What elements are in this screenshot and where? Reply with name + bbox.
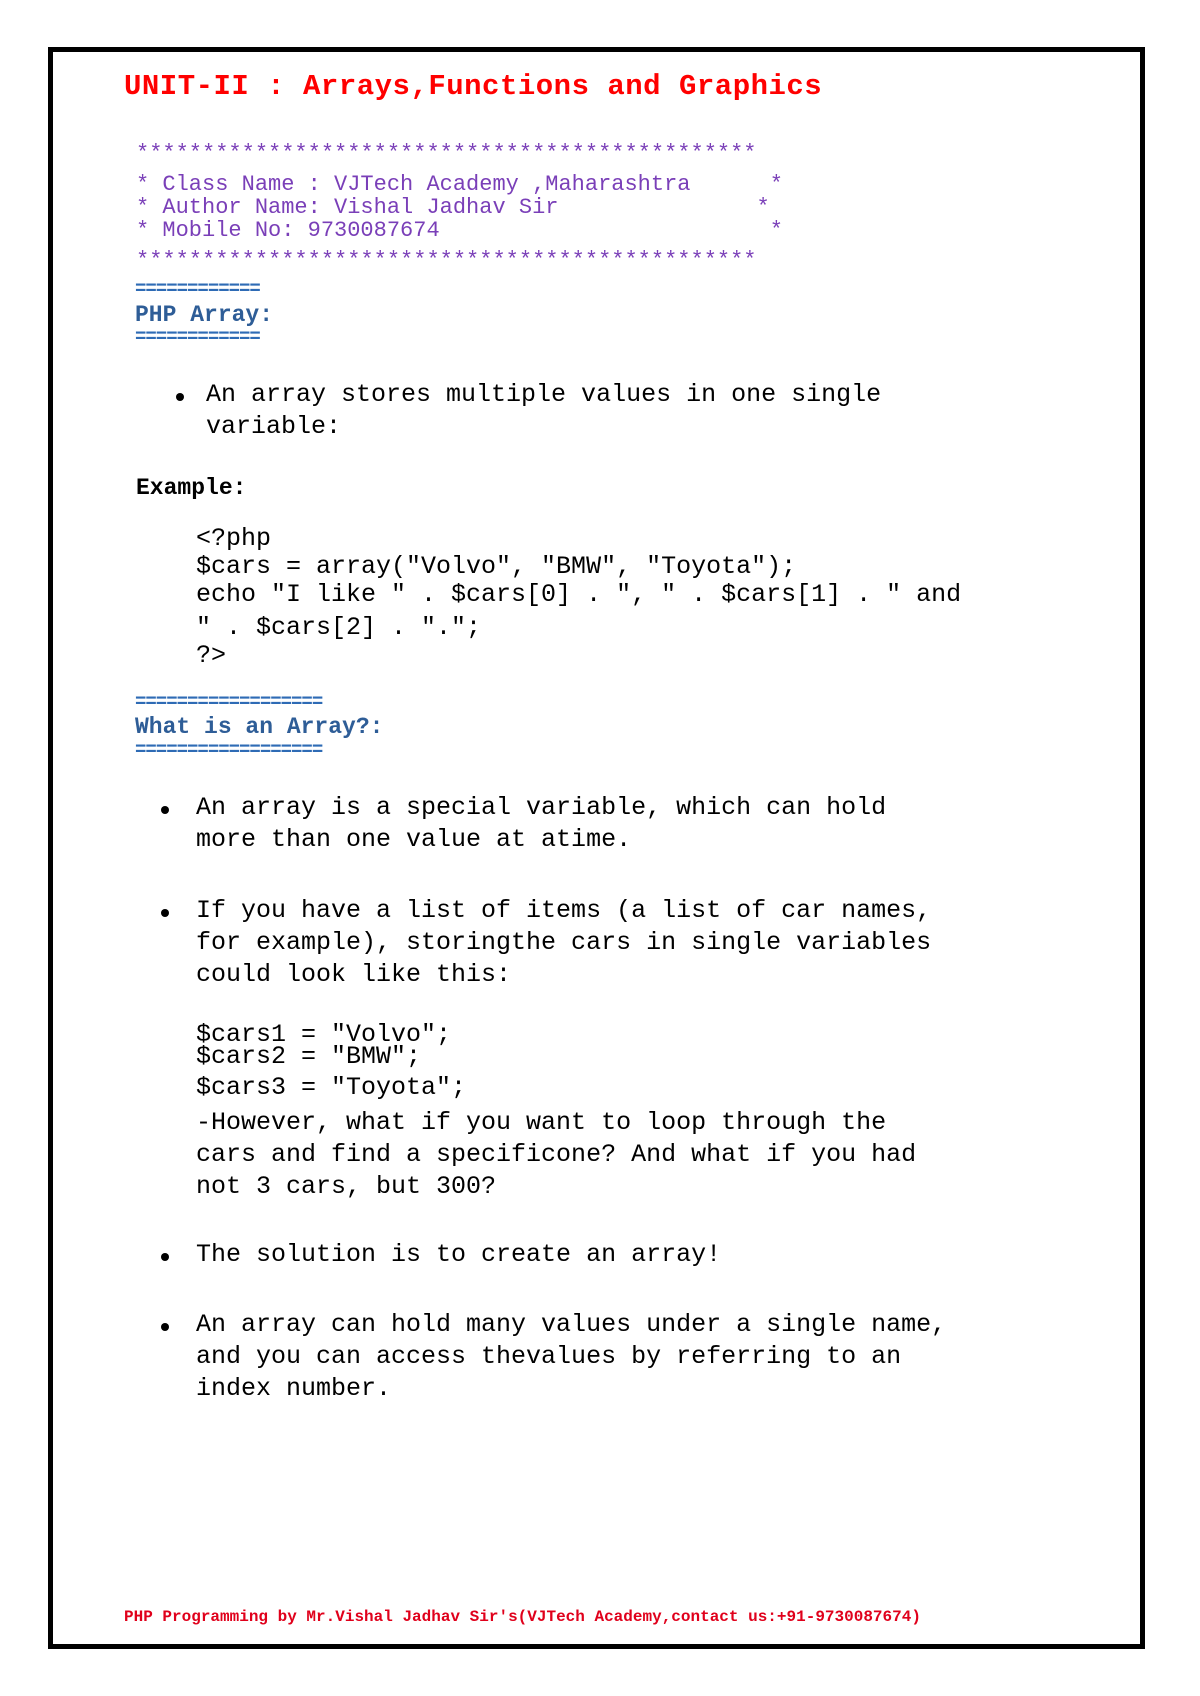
page-footer: PHP Programming by Mr.Vishal Jadhav Sir's(VJTech Academy,contact us:+91-9730087674) <box>124 1608 921 1626</box>
code-line: echo "I like " . $cars[0] . ", " . $cars[1] . " and <box>196 580 962 609</box>
header-class-line: * Class Name : VJTech Academy ,Maharashtra * <box>136 172 783 197</box>
section-heading-what-is-array: What is an Array?: <box>135 714 384 740</box>
header-border-top: *********************************************** <box>136 141 757 166</box>
code-line: ?> <box>196 641 227 670</box>
paragraph-line: -However, what if you want to loop through the <box>196 1108 887 1137</box>
bullet-text-line: An array is a special variable, which can hold <box>196 793 887 822</box>
bullet-text-line: and you can access thevalues by referring to an <box>196 1342 902 1371</box>
bullet-text-line: index number. <box>196 1374 392 1403</box>
bullet-marker <box>161 909 169 917</box>
bullet-text-line: An array stores multiple values in one single <box>206 380 882 409</box>
code-line: " . $cars[2] . "."; <box>196 613 482 642</box>
paragraph-line: not 3 cars, but 300? <box>196 1172 497 1201</box>
code-line: $cars1 = "Volvo"; <box>196 1020 452 1049</box>
code-line: $cars2 = "BMW"; <box>196 1042 422 1071</box>
section-rule-top: ================== <box>135 691 323 713</box>
paragraph-line: cars and find a specificone? And what if you had <box>196 1140 917 1169</box>
bullet-marker <box>161 1323 169 1331</box>
code-line: <?php <box>196 524 272 553</box>
bullet-text-line: for example), storingthe cars in single variables <box>196 928 932 957</box>
code-line: $cars = array("Volvo", "BMW", "Toyota"); <box>196 552 797 581</box>
bullet-marker <box>161 806 169 814</box>
section-rule-bottom: ================== <box>135 739 323 761</box>
bullet-text-line: variable: <box>206 412 342 441</box>
example-label: Example: <box>136 475 247 501</box>
code-line: $cars3 = "Toyota"; <box>196 1073 467 1102</box>
header-author-line: * Author Name: Vishal Jadhav Sir * <box>136 195 770 220</box>
section-heading-php-array: PHP Array: <box>135 302 274 328</box>
section-rule-top: ============ <box>135 278 260 300</box>
header-mobile-line: * Mobile No: 9730087674 * <box>136 218 783 243</box>
bullet-text-line: An array can hold many values under a single name, <box>196 1310 947 1339</box>
bullet-text-line: could look like this: <box>196 960 512 989</box>
bullet-text-line: more than one value at atime. <box>196 825 632 854</box>
bullet-text-line: The solution is to create an array! <box>196 1240 722 1269</box>
bullet-marker <box>161 1253 169 1261</box>
bullet-text-line: If you have a list of items (a list of car names, <box>196 896 932 925</box>
header-border-bottom: *********************************************** <box>136 248 757 273</box>
section-rule-bottom: ============ <box>135 326 260 348</box>
page-title: UNIT-II : Arrays,Functions and Graphics <box>124 70 823 103</box>
bullet-marker <box>176 393 184 401</box>
